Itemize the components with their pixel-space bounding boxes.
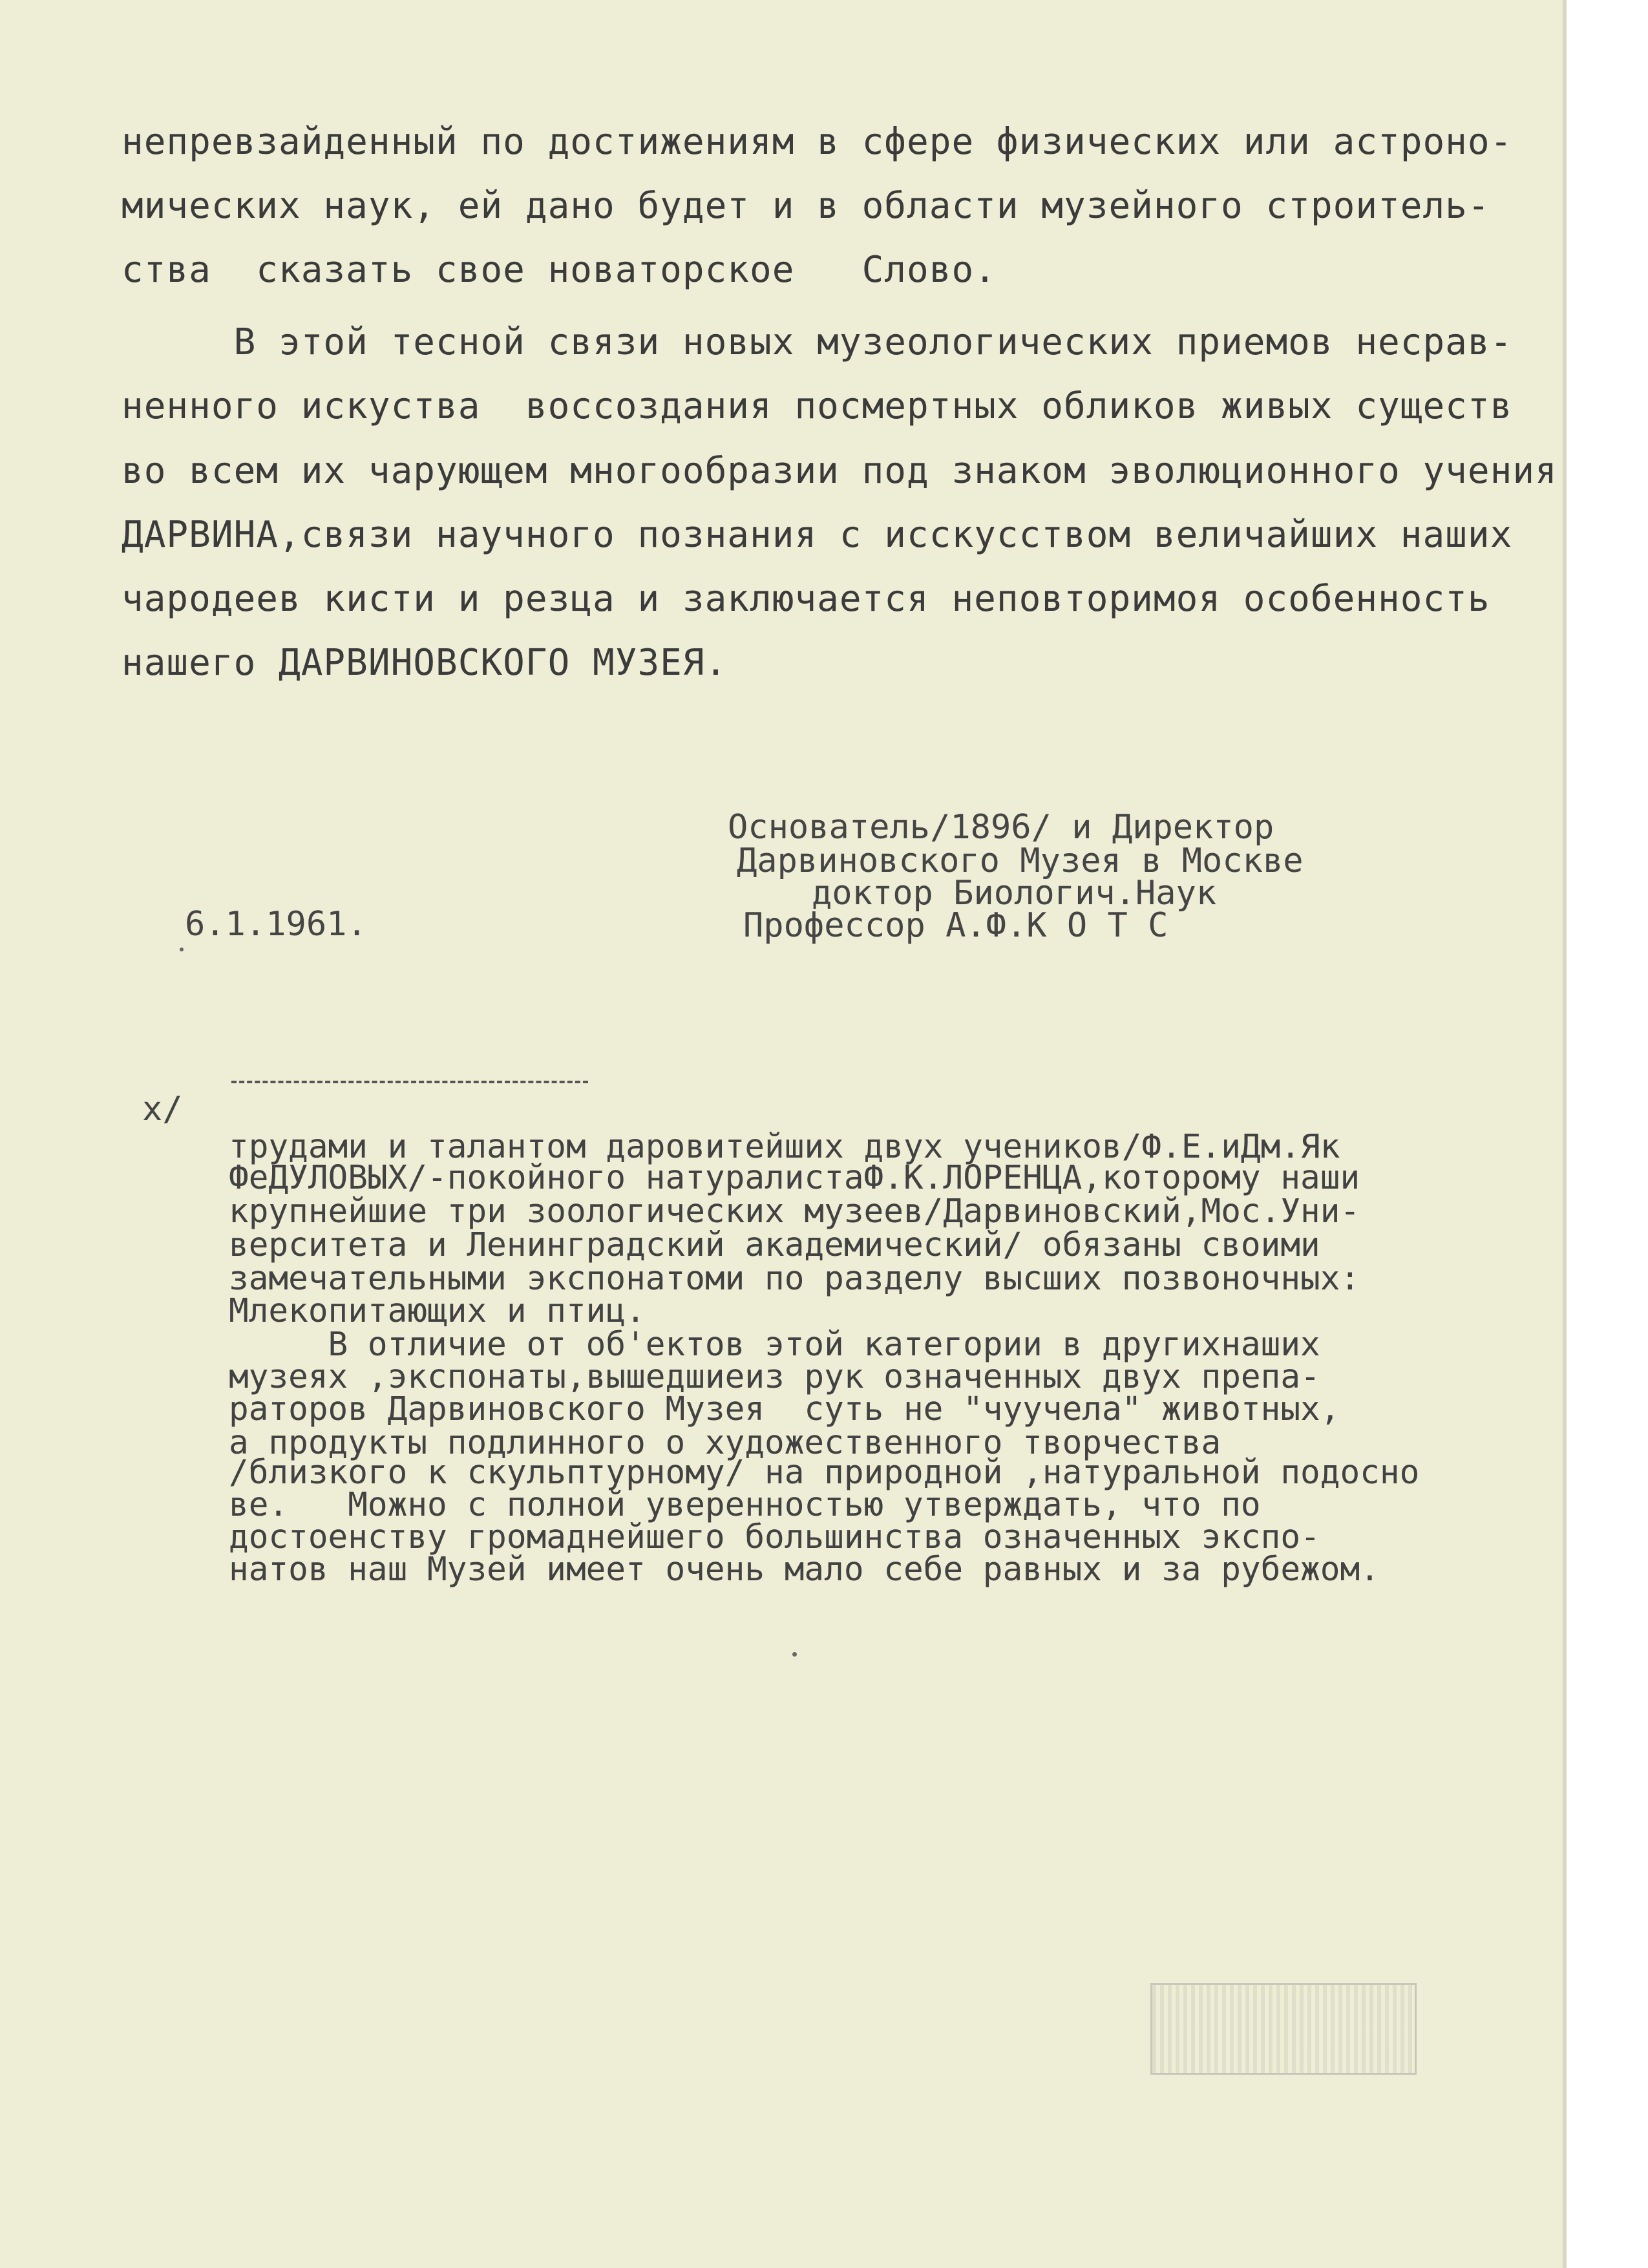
body-line: непревзайденный по достижениям в сфере физических или астроно-: [121, 121, 1513, 163]
ink-speck: [180, 948, 184, 951]
footnote-line: В отличие от об'ектов этой категории в другихнаших: [229, 1326, 1320, 1364]
footnote-line: /близкого к скульптурному/ на природной ,натуральной подосно: [229, 1454, 1420, 1492]
archive-stamp: [1150, 1983, 1417, 2075]
footnote-line: верситета и Ленинградский академический/ обязаны своими: [229, 1226, 1320, 1264]
signature-line: Основатель/1896/ и Директор: [728, 808, 1274, 847]
body-line: ненного искуства воссоздания посмертных обликов живых существ: [121, 385, 1513, 427]
body-line: В этой тесной связи новых музеологических приемов несрав-: [121, 321, 1513, 363]
footnote-line: раторов Дарвиновского Музея суть не "чуучела" животных,: [229, 1390, 1340, 1428]
document-date: 6.1.1961.: [185, 905, 367, 944]
body-line: во всем их чарующем многообразии под знаком эволюционного учения: [121, 450, 1558, 492]
footnote-line: крупнейшие три зоологических музеев/Дарвиновский,Мос.Уни-: [229, 1192, 1360, 1231]
footnote-line: ве. Можно с полной уверенностью утверждать, что по: [229, 1486, 1261, 1524]
signature-line: Дарвиновского Музея в Москве: [737, 842, 1304, 880]
body-line: ДАРВИНА,связи научного познания с исскусством величайших наших: [121, 514, 1513, 556]
footnote-line: Млекопитающих и птиц.: [229, 1292, 646, 1330]
signature-line: Профессор А.Ф.К О Т С: [743, 906, 1168, 945]
footnote-line: музеях ,экспонаты,вышедшиеиз рук означенных двух препа-: [229, 1358, 1320, 1396]
body-line: чародеев кисти и резца и заключается неповторимоя особенность: [121, 578, 1490, 620]
signature-line: доктор Биологич.Наук: [812, 874, 1217, 913]
footnote-marker: х/: [142, 1090, 183, 1129]
footnote-line: а продукты подлинного о художественного творчества: [229, 1424, 1221, 1462]
ink-speck: [792, 1652, 797, 1657]
footnote-line: трудами и талантом даровитейших двух учеников/Ф.Е.иДм.Як: [229, 1128, 1340, 1166]
paper-edge: [1563, 0, 1567, 2268]
body-line: нашего ДАРВИНОВСКОГО МУЗЕЯ.: [121, 642, 728, 684]
footnote-line: замечательными экспонатоми по разделу высших позвоночных:: [229, 1260, 1360, 1298]
body-line: ства сказать свое новаторское Слово.: [121, 249, 997, 291]
footnote-line: натов наш Музей имеет очень мало себе равных и за рубежом.: [229, 1551, 1380, 1589]
footnote-separator: [231, 1081, 588, 1083]
footnote-line: ФеДУЛОВЫХ/-покойного натуралистаФ.К.ЛОРЕНЦА,которому наши: [229, 1159, 1360, 1197]
body-line: мических наук, ей дано будет и в области музейного строитель-: [121, 185, 1490, 227]
footnote-line: достоенству громаднейшего большинства означенных экспо-: [229, 1518, 1320, 1556]
